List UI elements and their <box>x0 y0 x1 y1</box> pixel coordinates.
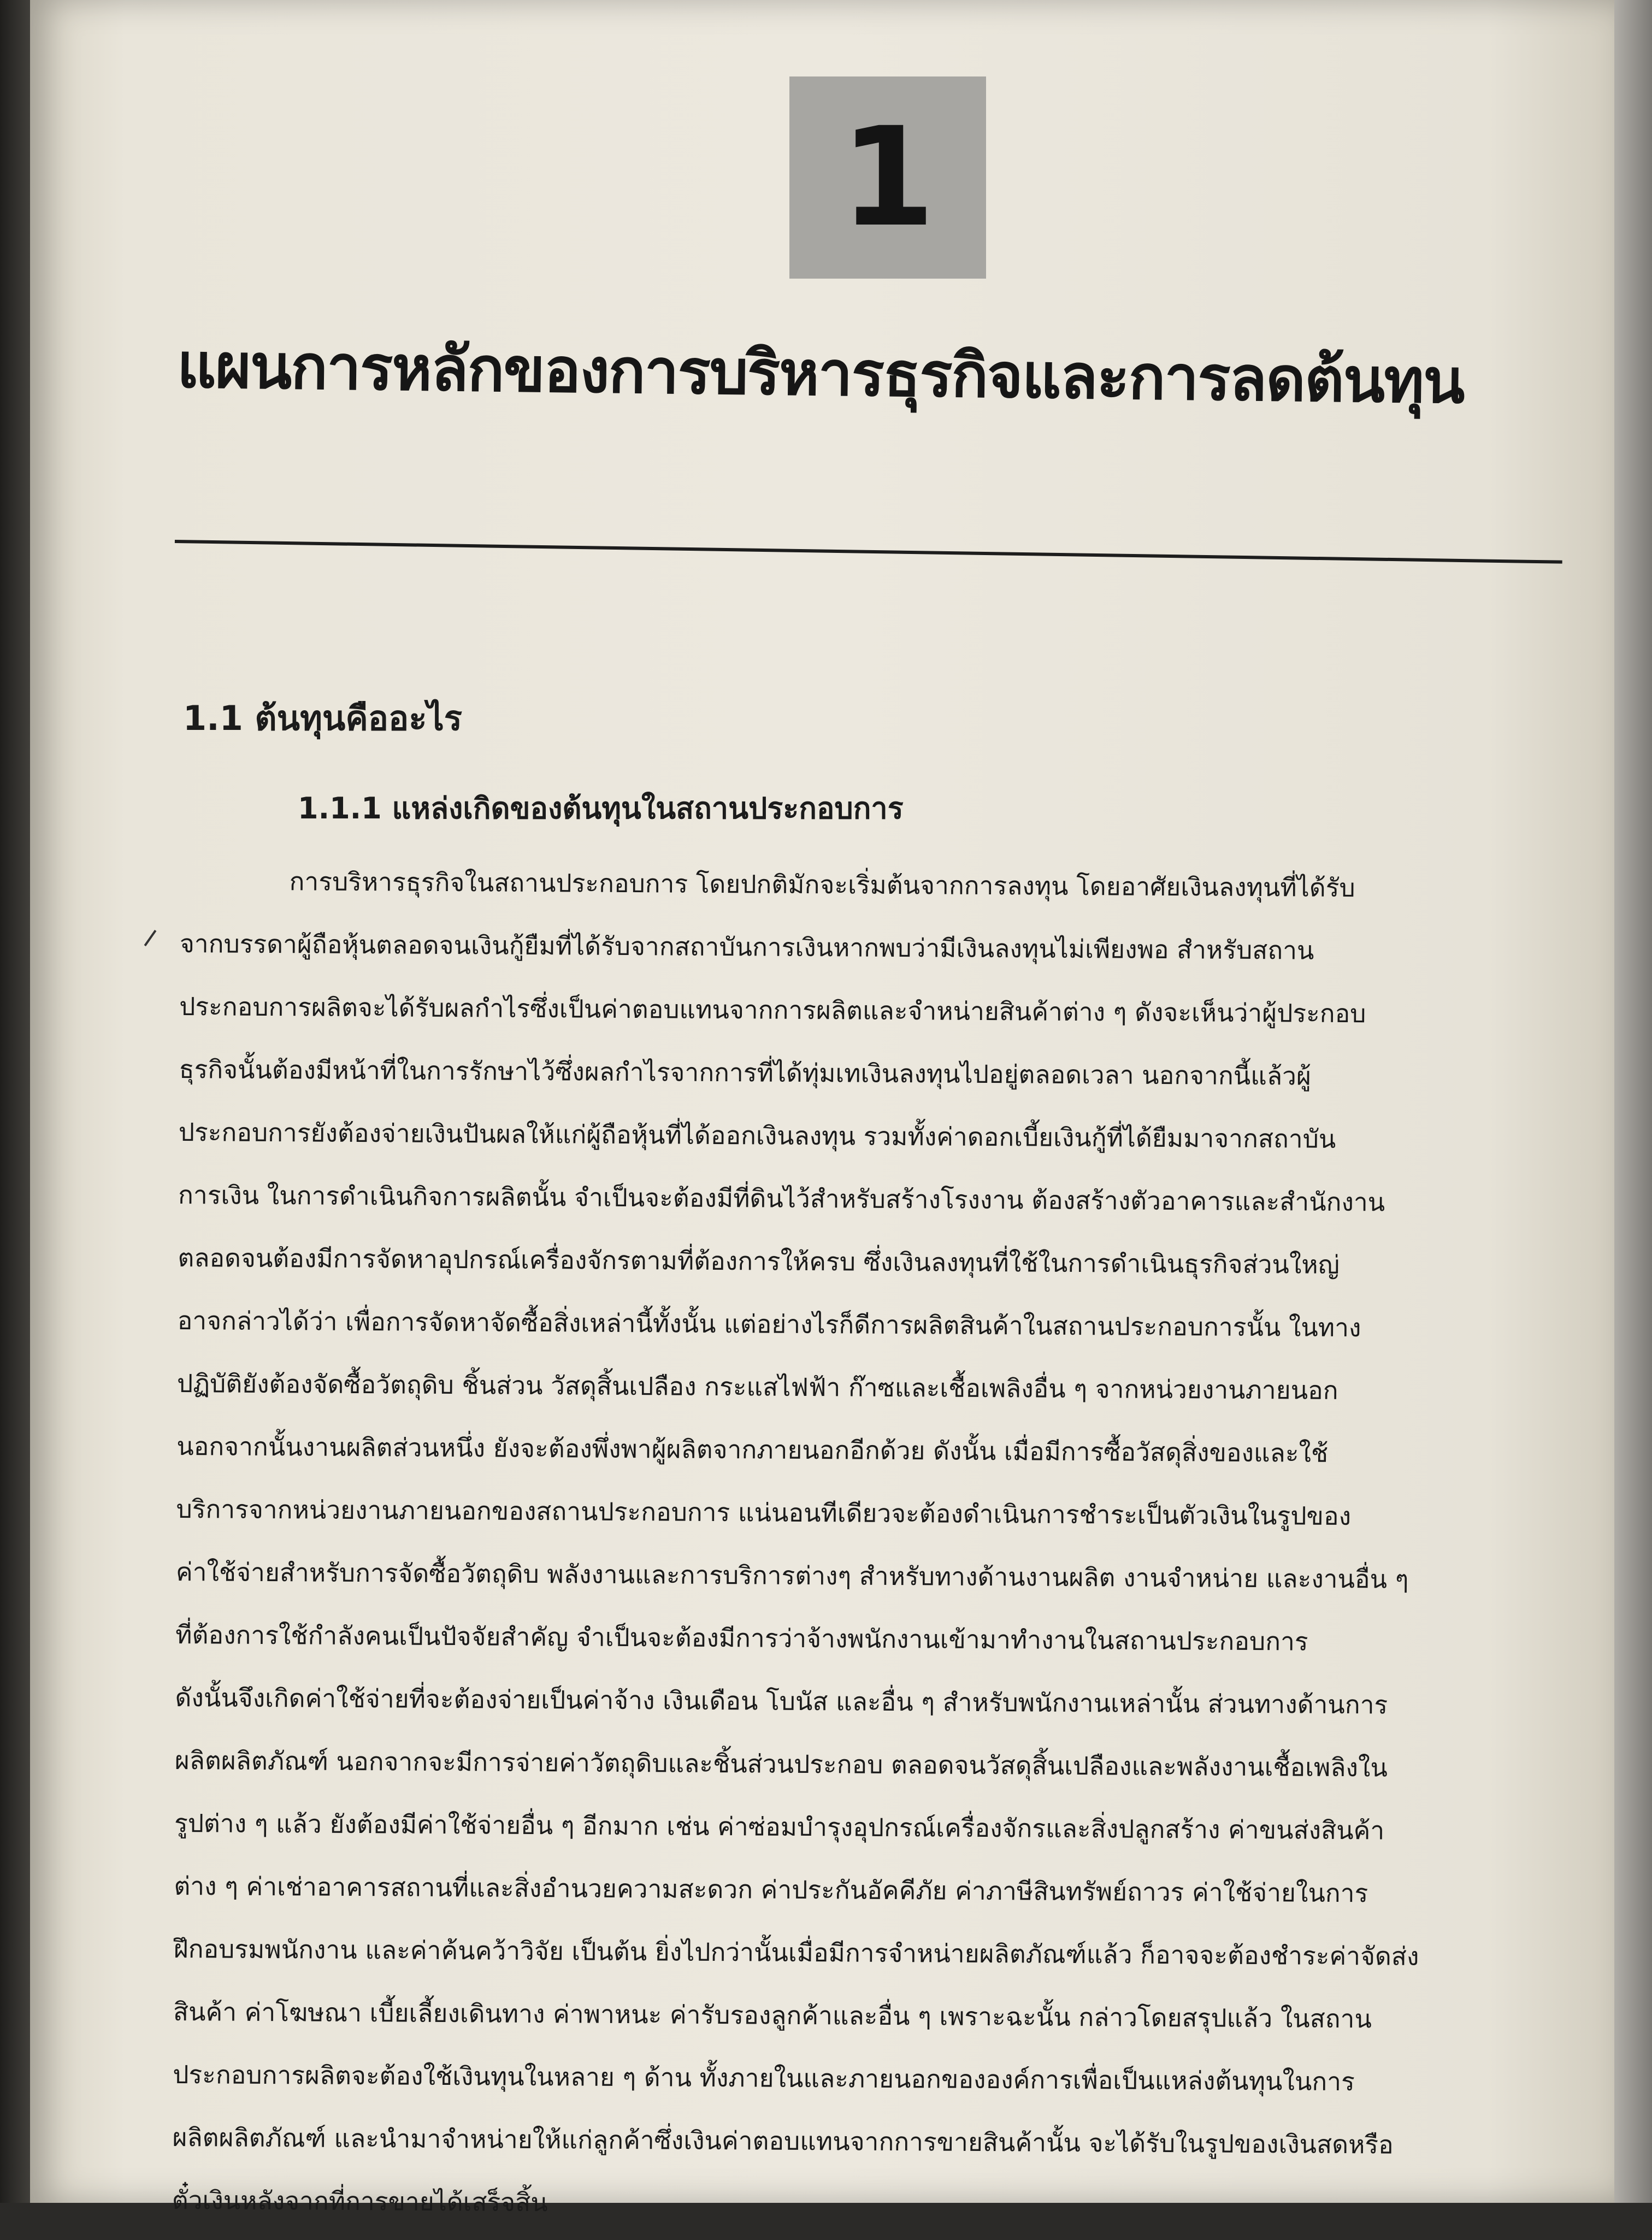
body-line: การบริหารธุรกิจในสถานประกอบการ โดยปกติมักจะเริ่มต้นจากการลงทุน โดยอาศัยเงินลงทุนที่ได้รับ <box>289 866 1355 903</box>
body-line: นอกจากนั้นงานผลิตส่วนหนึ่ง ยังจะต้องพึ่งพาผู้ผลิตจากภายนอกอีกด้วย ดังนั้น เมื่อมีการซื้อวัสดุสิ่งของและใช้ <box>176 1431 1329 1468</box>
section-heading: 1.1 ต้นทุนคืออะไร <box>183 698 463 738</box>
body-line: อาจกล่าวได้ว่า เพื่อการจัดหาจัดซื้อสิ่งเหล่านี้ทั้งนั้น แต่อย่างไรก็ดีการผลิตสินค้าในสถานประกอบการนั้น ในทาง <box>177 1305 1361 1343</box>
body-line: ฝึกอบรมพนักงาน และค่าค้นคว้าวิจัย เป็นต้น ยิ่งไปกว่านั้นเมื่อมีการจำหน่ายผลิตภัณฑ์แล้ว ก็อาจจะต้องชำระค่าจัดส่ง <box>173 1934 1419 1971</box>
body-line: การเงิน ในการดำเนินกิจการผลิตนั้น จำเป็นจะต้องมีที่ดินไว้สำหรับสร้างโรงงาน ต้องสร้างตัวอาคารและสำนักงาน <box>178 1180 1385 1217</box>
body-line: ประกอบการยังต้องจ่ายเงินปันผลให้แก่ผู้ถือหุ้นที่ได้ออกเงินลงทุน รวมทั้งค่าดอกเบี้ยเงินกู้ที่ได้ยืมมาจากสถาบัน <box>178 1117 1336 1154</box>
pen-mark <box>144 930 157 946</box>
body-line: ผลิตผลิตภัณฑ์ และนำมาจำหน่ายให้แก่ลูกค้าซึ่งเงินค่าตอบแทนจากการขายสินค้านั้น จะได้รับในรูปของเงินสดหรือ <box>172 2122 1394 2160</box>
body-line: ประกอบการผลิตจะต้องใช้เงินทุนในหลาย ๆ ด้าน ทั้งภายในและภายนอกขององค์การเพื่อเป็นแหล่งต้นทุนในการ <box>173 2059 1355 2097</box>
subsection-heading: 1.1.1 แหล่งเกิดของต้นทุนในสถานประกอบการ <box>298 791 904 826</box>
body-line: สินค้า ค่าโฆษณา เบี้ยเลี้ยงเดินทาง ค่าพาหนะ ค่ารับรองลูกค้าและอื่น ๆ เพราะฉะนั้น กล่าวโดยสรุปแล้ว ในสถาน <box>173 1996 1372 2034</box>
body-line: ปฏิบัติยังต้องจัดซื้อวัตถุดิบ ชิ้นส่วน วัสดุสิ้นเปลือง กระแสไฟฟ้า ก๊าซและเชื้อเพลิงอื่น ๆ จากหน่วยงานภายนอก <box>176 1368 1338 1405</box>
body-line: ประกอบการผลิตจะได้รับผลกำไรซึ่งเป็นค่าตอบแทนจากการผลิตและจำหน่ายสินค้าต่าง ๆ ดังจะเห็นว่าผู้ประกอบ <box>179 991 1366 1029</box>
body-text <box>172 850 1562 2240</box>
body-line: ต่าง ๆ ค่าเช่าอาคารสถานที่และสิ่งอำนวยความสะดวก ค่าประกันอัคคีภัย ค่าภาษีสินทรัพย์ถาวร ค่าใช้จ่ายในการ <box>174 1871 1368 1908</box>
book-page <box>30 0 1614 2218</box>
body-line: ตั๋วเงินหลังจากที่การขายได้เสร็จสิ้น <box>172 2185 548 2218</box>
title-divider <box>175 540 1562 564</box>
body-line: ผลิตผลิตภัณฑ์ นอกจากจะมีการจ่ายค่าวัตถุดิบและชิ้นส่วนประกอบ ตลอดจนวัสดุสิ้นเปลืองและพลังงานเชื้อเพลิงใน <box>174 1745 1388 1783</box>
body-line: ดังนั้นจึงเกิดค่าใช้จ่ายที่จะต้องจ่ายเป็นค่าจ้าง เงินเดือน โบนัส และอื่น ๆ สำหรับพนักงานเหล่านั้น ส่วนทางด้านการ <box>175 1682 1388 1720</box>
body-line: ที่ต้องการใช้กำลังคนเป็นปัจจัยสำคัญ จำเป็นจะต้องมีการว่าจ้างพนักงานเข้ามาทำงานในสถานประกอบการ <box>175 1619 1308 1657</box>
body-line: บริการจากหน่วยงานภายนอกของสถานประกอบการ แน่นอนทีเดียวจะต้องดำเนินการชำระเป็นตัวเงินในรูปของ <box>176 1494 1352 1531</box>
body-line: ค่าใช้จ่ายสำหรับการจัดซื้อวัตถุดิบ พลังงานและการบริการต่างๆ สำหรับทางด้านงานผลิต งานจำหน่าย และงานอื่น ๆ <box>175 1557 1409 1594</box>
body-line: รูปต่าง ๆ แล้ว ยังต้องมีค่าใช้จ่ายอื่น ๆ อีกมาก เช่น ค่าซ่อมบำรุงอุปกรณ์เครื่องจักรและสิ่งปลูกสร้าง ค่าขนส่งสินค้า <box>174 1808 1385 1846</box>
body-line: จากบรรดาผู้ถือหุ้นตลอดจนเงินกู้ยืมที่ได้รับจากสถาบันการเงินหากพบว่ามีเงินลงทุนไม่เพียงพอ สำหรับสถาน <box>179 928 1314 965</box>
chapter-title: แผนการหลักของการบริหารธุรกิจและการลดต้นทุน <box>176 330 1465 417</box>
chapter-number-box <box>789 76 986 279</box>
chapter-number: 1 <box>840 98 935 257</box>
body-line: ตลอดจนต้องมีการจัดหาอุปกรณ์เครื่องจักรตามที่ต้องการให้ครบ ซึ่งเงินลงทุนที่ใช้ในการดำเนินธุรกิจส่วนใหญ่ <box>178 1242 1340 1280</box>
body-line: ธุรกิจนั้นต้องมีหน้าที่ในการรักษาไว้ซึ่งผลกำไรจากการที่ได้ทุ่มเทเงินลงทุนไปอยู่ตลอดเวลา นอกจากนี้แล้วผู้ <box>179 1054 1312 1091</box>
